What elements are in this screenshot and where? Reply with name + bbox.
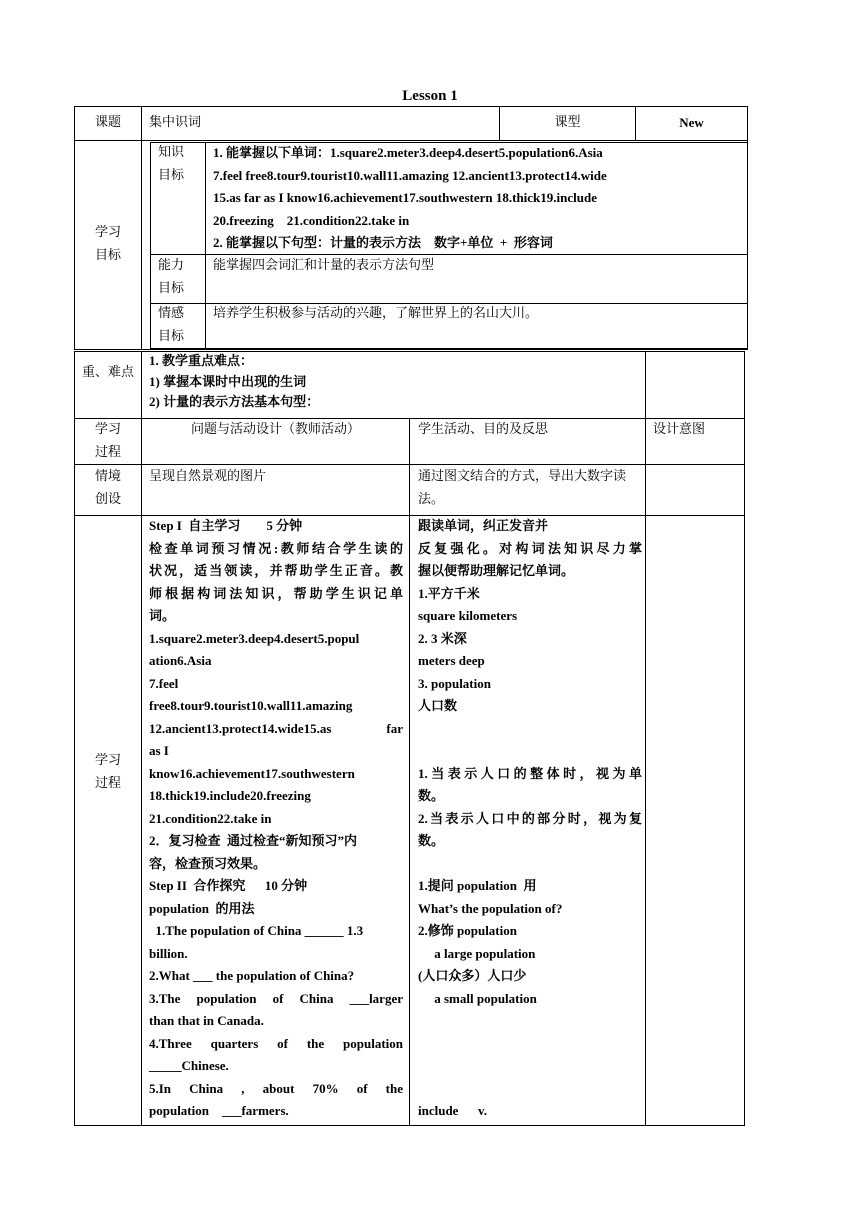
process-label-cell — [74, 515, 142, 1126]
process-line: 2.修饰 population — [418, 923, 517, 938]
process-line: 2．复习检查 通过检查“新知预习”内 — [149, 833, 358, 848]
header-type-value: New — [679, 115, 704, 130]
keypoints-line: 1. 教学重点难点： — [149, 353, 254, 368]
process-line: 1.当表示人口的整体时，视为单 — [418, 765, 642, 781]
process-line — [418, 1010, 642, 1033]
process-line: a large population — [418, 945, 536, 961]
process-line: 1.square2.meter3.deep4.desert5.popul — [149, 630, 360, 646]
process-line: 2. 3 米深 — [418, 630, 467, 646]
header-subject-label: 课题 — [94, 115, 121, 130]
page-title: Lesson 1 — [402, 88, 458, 104]
process-line — [418, 1078, 642, 1101]
process-line: _____Chinese. — [149, 1058, 229, 1073]
process-line: What’s the population of? — [418, 900, 563, 916]
process-line: 检查单词预习情况:教师结合学生读的 — [149, 540, 403, 556]
process-line: billion. — [149, 945, 188, 961]
process-student-lines — [418, 515, 642, 1123]
situation-design-cell — [645, 464, 745, 516]
knowledge-line: 7.feel free8.tour9.tourist10.wall11.amazing 12.ancient13.protect14.wide — [213, 167, 607, 183]
process-header-label: 学习过程 — [94, 422, 121, 460]
process-design-cell — [645, 515, 745, 1126]
process-line: 21.condition22.take in — [149, 810, 272, 826]
process-line: 5.In China , about 70% of the — [149, 1080, 403, 1096]
knowledge-lines — [213, 142, 743, 255]
process-line: square kilometers — [418, 608, 518, 623]
situation-teacher: 呈现自然景观的图片 — [149, 469, 267, 484]
process-line: 3. population — [418, 675, 491, 691]
process-line: a small population — [418, 990, 537, 1006]
process-line: population 的用法 — [149, 900, 255, 916]
process-line: than that in Canada. — [149, 1013, 264, 1028]
process-line: 1.提问 population 用 — [418, 878, 537, 893]
process-line: 2.What ___ the population of China? — [149, 968, 355, 983]
process-line: 数。 — [418, 788, 445, 803]
process-header-design: 设计意图 — [653, 422, 706, 437]
process-line: 词。 — [149, 608, 176, 623]
knowledge-line: 15.as far as I know16.achievement17.southwestern 18.thick19.include — [213, 190, 597, 205]
process-header-teacher: 问题与活动设计（教师活动） — [190, 422, 360, 437]
process-teacher-lines — [149, 515, 403, 1123]
process-line: free8.tour9.tourist10.wall11.amazing — [149, 698, 353, 713]
process-line: 握以便帮助理解记忆单词。 — [418, 563, 575, 578]
knowledge-label: 知识目标 — [158, 145, 185, 183]
process-line: 容，检查预习效果。 — [149, 855, 267, 871]
keypoints-label: 重、难点 — [82, 365, 135, 380]
process-line — [418, 853, 642, 876]
ability-label: 能力目标 — [158, 258, 185, 296]
header-type-label: 课型 — [554, 115, 581, 130]
knowledge-line: 2. 能掌握以下句型：计量的表示方法 数字+单位 + 形容词 — [213, 235, 553, 250]
keypoints-lines — [149, 351, 319, 413]
process-line: Step I 自主学习 5 分钟 — [149, 518, 303, 533]
situation-student: 通过图文结合的方式，导出大数字读法。 — [418, 469, 627, 507]
ability-text: 能掌握四会词汇和计量的表示方法句型 — [213, 258, 435, 273]
process-line: include v. — [418, 1103, 487, 1118]
process-line: 12.ancient13.protect14.wide15.as far — [149, 720, 403, 736]
process-header-student: 学生活动、目的及反思 — [418, 422, 549, 437]
process-line: (人口众多）人口少 — [418, 968, 527, 983]
process-line: ation6.Asia — [149, 653, 212, 668]
process-line — [418, 740, 642, 763]
process-line: as I — [149, 743, 169, 758]
keypoints-extra-cell — [645, 351, 745, 419]
process-line: 跟读单词，纠正发音并 — [418, 518, 549, 533]
process-line: know16.achievement17.southwestern — [149, 765, 355, 781]
objectives-label: 学习目标 — [94, 225, 121, 263]
process-line: 4.Three quarters of the population — [149, 1035, 403, 1051]
process-line: 2.当表示人口中的部分时，视为复 — [418, 810, 642, 826]
process-line: 反复强化。对构词法知识尽力掌 — [418, 540, 642, 556]
process-line: 7.feel — [149, 675, 179, 691]
knowledge-line: 20.freezing 21.condition22.take in — [213, 212, 410, 228]
process-line: meters deep — [418, 653, 485, 668]
header-subject-value: 集中识词 — [149, 115, 202, 130]
situation-label: 情境创设 — [94, 469, 121, 507]
process-line: 状况，适当领读，并帮助学生正音。教 — [149, 563, 403, 578]
emotion-label: 情感目标 — [158, 306, 185, 344]
process-line: 师根据构词法知识，帮助学生识记单 — [149, 585, 403, 601]
process-line: 18.thick19.include20.freezing — [149, 788, 311, 803]
process-line — [418, 1033, 642, 1056]
process-line: 1.平方千米 — [418, 585, 480, 601]
process-line: 人口数 — [418, 698, 458, 713]
process-line — [418, 718, 642, 741]
knowledge-line: 1. 能掌握以下单词：1.square2.meter3.deep4.desert5.population6.Asia — [213, 145, 603, 160]
process-line: population ___farmers. — [149, 1103, 289, 1118]
emotion-text: 培养学生积极参与活动的兴趣，了解世界上的名山大川。 — [213, 306, 539, 321]
keypoints-line: 2) 计量的表示方法基本句型： — [149, 394, 320, 409]
process-line — [418, 1055, 642, 1078]
process-line: Step II 合作探究 10 分钟 — [149, 878, 308, 893]
process-line: 3.The population of China ___larger — [149, 990, 403, 1006]
process-line: 数。 — [418, 833, 445, 848]
process-line: 1.The population of China ______ 1.3 — [149, 923, 364, 938]
keypoints-line: 1) 掌握本课时中出现的生词 — [149, 373, 307, 389]
process-label: 学习过程 — [94, 753, 121, 791]
